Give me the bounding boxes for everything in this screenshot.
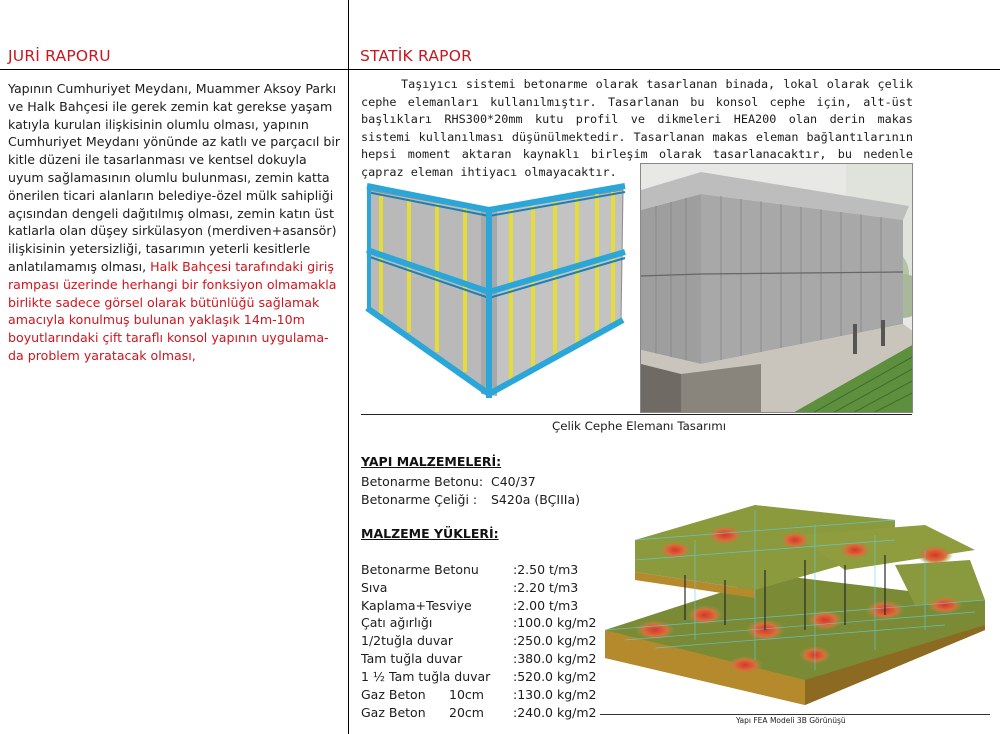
header-rule (0, 69, 1000, 70)
load-label: 1 ½ Tam tuğla duvar (361, 669, 491, 684)
load-sub: 20cm (449, 705, 484, 720)
load-value: :380.0 kg/m2 (513, 651, 597, 666)
load-row (361, 615, 597, 630)
load-row (361, 633, 597, 648)
load-label: Çatı ağırlığı (361, 615, 433, 630)
material-row (361, 492, 580, 507)
load-row (361, 669, 597, 684)
load-row (361, 705, 597, 720)
static-report-title: STATİK RAPOR (360, 47, 473, 65)
fea-model-image (595, 480, 990, 705)
material-value: C40/37 (491, 474, 536, 489)
load-value: :240.0 kg/m2 (513, 705, 597, 720)
load-row (361, 687, 597, 702)
jury-text-black: Yapının Cumhuriyet Meydanı, Muammer Aksoy Parkı ve Halk Bahçesi ile gerek zemin kat gerekse yaşam katıyla kurulan ilişkisinin olumlu olması, yapının Cumhuriyet Meydanı yönünde az katlı ve parçacıl bir kitle düzeni ile tasarlanması ve kentsel dokuyla uyum sağlamasının olumlu bulunması, zemin katta önerilen ticari alanların belediye-özel mülk sahipliği açısından dengeli dağıtılmış olması, zemin katın üst katlarla olan düşey sirkülasyon (merdiven+asansör) ilişkisinin yetersizliği, tasarımın yeterli kesitlerle anlatılamamış olması, (8, 81, 341, 274)
load-value: :2.50 t/m3 (513, 562, 579, 577)
fea-caption-rule (600, 714, 990, 715)
load-label: 1/2tuğla duvar (361, 633, 454, 648)
jury-report-title: JURİ RAPORU (8, 47, 111, 65)
material-value: S420a (BÇIIIa) (491, 492, 580, 507)
static-paragraph-text: Taşıyıcı sistemi betonarme olarak tasarlanan binada, lokal olarak çelik cephe elemanları kullanılmıştır. Tasarlanan bu konsol cephe için, alt-üst başlıkları RHS300*20mm kutu profil ve dikmeleri HEA200 olan derin makas sistemi kullanılması düşünülmektedir. Tasarlanan makas eleman bağlantılarının hepsi moment aktaran kaynaklı birleşim olarak tasarlanacaktır, bu nedenle çapraz eleman ihtiyacı olmayacaktır. (361, 77, 913, 179)
image-caption-rule (361, 414, 912, 415)
load-value: :250.0 kg/m2 (513, 633, 597, 648)
steel-facade-model-image (361, 172, 633, 412)
load-row (361, 580, 579, 595)
load-value: :2.20 t/m3 (513, 580, 579, 595)
load-label: Kaplama+Tesviye (361, 598, 472, 613)
column-divider (348, 0, 349, 734)
load-sub: 10cm (449, 687, 484, 702)
load-label: Betonarme Betonu (361, 562, 479, 577)
jury-text-red: Halk Bahçesi tarafındaki giriş rampası üzerinde herhangi bir fonksiyon olmamakla birlikte sadece görsel olarak bütünlüğü sağlamak amacıyla konulmuş bulunan yaklaşık 14m-10m boyutlarındaki çift taraflı konsol yapının uygulama-da problem yaratacak olması, (8, 258, 337, 363)
load-value: :2.00 t/m3 (513, 598, 579, 613)
material-label: Betonarme Çeliği : (361, 492, 478, 507)
fea-caption: Yapı FEA Modeli 3B Görünüşü (736, 716, 846, 725)
load-value: :100.0 kg/m2 (513, 615, 597, 630)
load-value: :520.0 kg/m2 (513, 669, 597, 684)
materials-heading: YAPI MALZEMELERİ: (361, 454, 502, 469)
load-row (361, 562, 579, 577)
load-label: Gaz Beton (361, 687, 426, 702)
material-label: Betonarme Betonu: (361, 474, 484, 489)
load-value: :130.0 kg/m2 (513, 687, 597, 702)
jury-report-text (8, 80, 342, 365)
load-row (361, 651, 597, 666)
load-label: Gaz Beton (361, 705, 426, 720)
facade-rendering-image (640, 163, 913, 413)
load-label: Tam tuğla duvar (361, 651, 463, 666)
load-label: Sıva (361, 580, 388, 595)
loads-heading: MALZEME YÜKLERİ: (361, 526, 499, 541)
image-caption: Çelik Cephe Elemanı Tasarımı (552, 419, 727, 433)
load-row (361, 598, 579, 613)
material-row (361, 474, 536, 489)
